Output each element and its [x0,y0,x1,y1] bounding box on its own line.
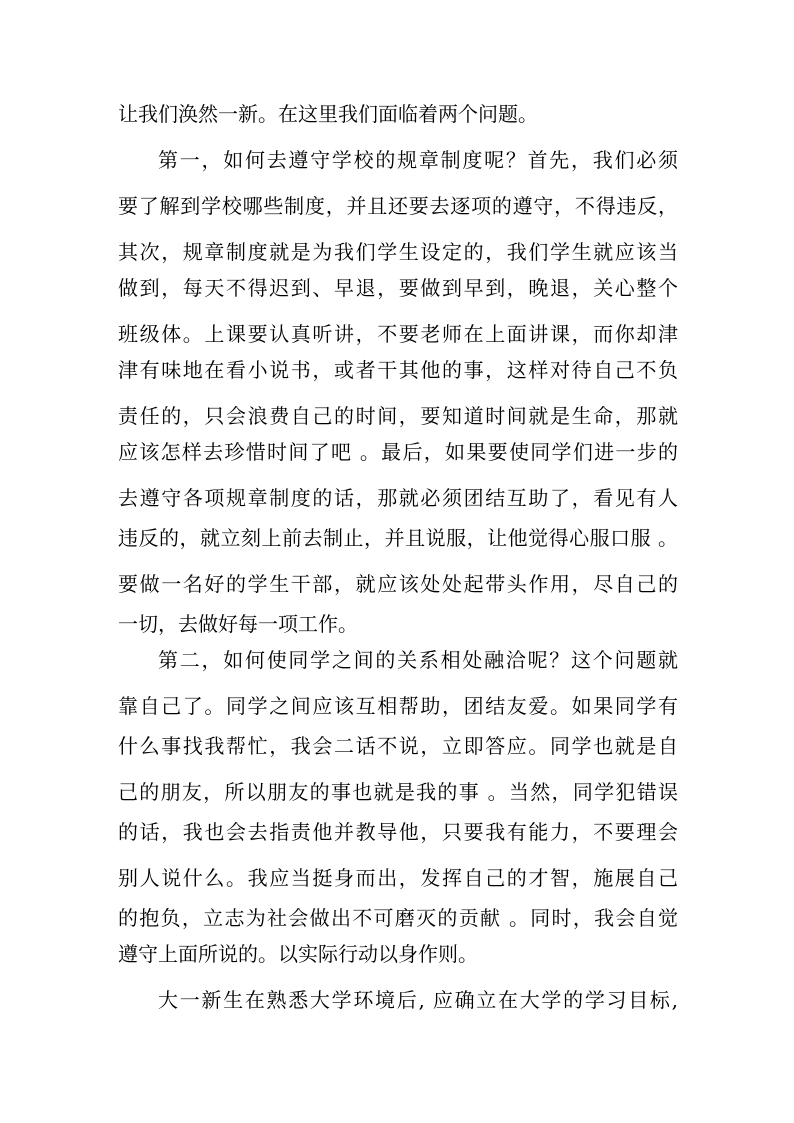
paragraph-line: 要做一名好的学生干部，就应该处处起带头作用，尽自己的 [118,572,678,596]
paragraph-line: 遵守上面所说的。以实际行动以身作则。 [118,942,478,966]
paragraph-line: 津有味地在看小说书，或者干其他的事，这样对待自己不负 [118,358,678,382]
paragraph-line: 一切，去做好每一项工作。 [118,612,358,636]
paragraph-line: 大一新生在熟悉大学环境后, 应确立在大学的学习目标, [158,988,678,1012]
paragraph-line: 去遵守各项规章制度的话，那就必须团结互助了，看见有人 [118,486,678,510]
paragraph-line: 违反的，就立刻上前去制止，并且说服，让他觉得心服口服 。 [118,526,678,550]
paragraph-line: 责任的，只会浪费自己的时间，要知道时间就是生命，那就 [118,404,678,428]
paragraph-line: 的抱负，立志为社会做出不可磨灭的贡献 。同时，我会自觉 [118,906,678,930]
paragraph-line: 要了解到学校哪些制度，并且还要去逐项的遵守，不得违反， [118,194,678,218]
paragraph-line: 第二，如何使同学之间的关系相处融洽呢？这个问题就 [158,648,678,672]
paragraph-line: 什么事找我帮忙，我会二话不说，立即答应。同学也就是自 [118,734,678,758]
paragraph-line: 的话，我也会去指责他并教导他，只要我有能力，不要理会 [118,820,678,844]
paragraph-line: 第一，如何去遵守学校的规章制度呢？首先，我们必须 [158,148,678,172]
paragraph-line: 班级体。上课要认真听讲，不要老师在上面讲课，而你却津 [118,322,678,346]
paragraph-line: 靠自己了。同学之间应该互相帮助，团结友爱。如果同学有 [118,694,678,718]
paragraph-line: 做到，每天不得迟到、早退，要做到早到，晚退，关心整个 [118,276,678,300]
paragraph-line: 让我们涣然一新。在这里我们面临着两个问题。 [118,102,538,126]
paragraph-line: 应该怎样去珍惜时间了吧 。最后，如果要使同学们进一步的 [118,440,678,464]
paragraph-line: 其次，规章制度就是为我们学生设定的，我们学生就应该当 [118,240,678,264]
paragraph-line: 别人说什么。我应当挺身而出，发挥自己的才智，施展自己 [118,866,678,890]
paragraph-line: 己的朋友，所以朋友的事也就是我的事 。当然，同学犯错误 [118,780,678,804]
